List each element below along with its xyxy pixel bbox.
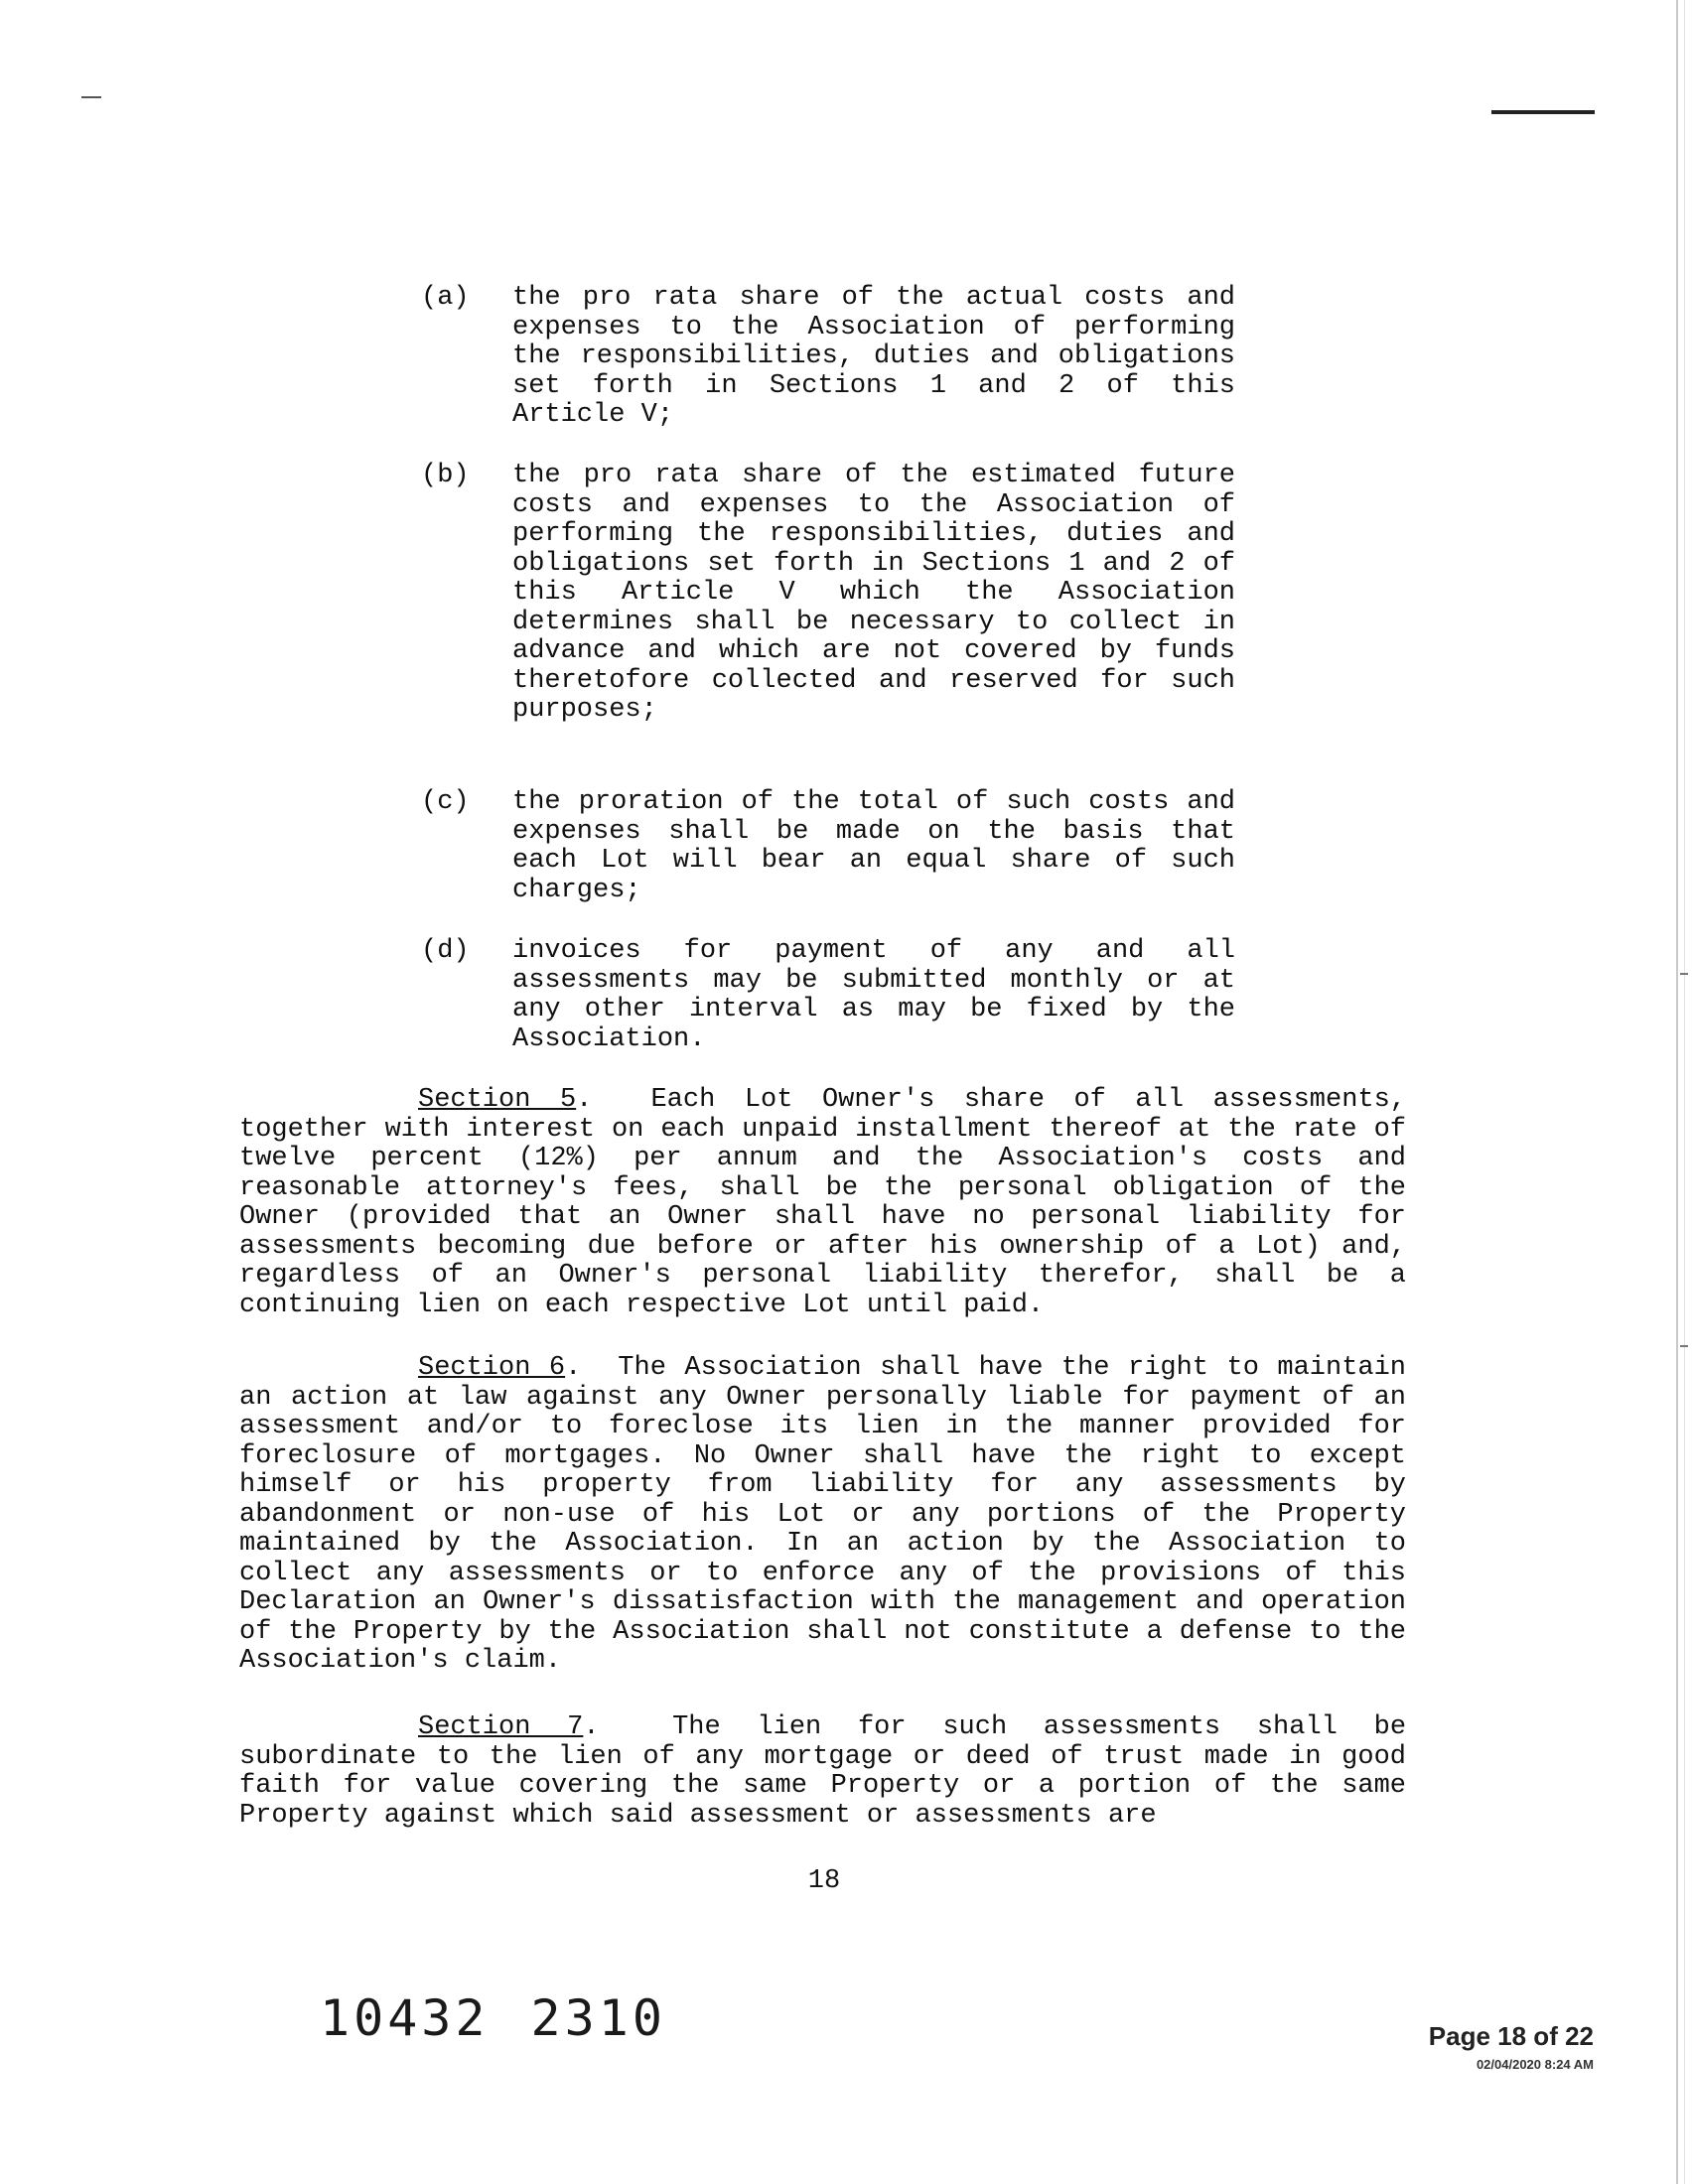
- list-item-text: the pro rata share of the actual costs and expenses to the Association of performing the responsibilities, duties and obligations set forth in Sections 1 and 2 of this Article V;: [512, 283, 1235, 430]
- list-item-label: (b): [421, 461, 470, 490]
- scan-edge-line: [1676, 0, 1678, 2184]
- section-5-paragraph: Section 5. Each Lot Owner's share of all assessments, together with interest on each unpaid installment thereof at the rate of twelve percent (12%) per annum and the Association's costs and reasonable attorney's fees, shall be the personal obligation of the Owner (provided that an Owner shall have no personal liability for assessments becoming due before or after his ownership of a Lot) and, regardless of an Owner's personal liability therefor, shall be a continuing lien on each respective Lot until paid.: [239, 1085, 1407, 1320]
- section-6-paragraph: Section 6. The Association shall have the right to maintain an action at law against any Owner personally liable for payment of an assessment and/or to foreclose its lien in the manner provided for foreclosure of mortgages. No Owner shall have the right to except himself or his property from liability for any assessments by abandonment or non-use of his Lot or any portions of the Property maintained by the Association. In an action by the Association to collect any assessments or to enforce any of the provisions of this Declaration an Owner's dissatisfaction with the management and operation of the Property by the Association shall not constitute a defense to the Association's claim.: [239, 1353, 1407, 1676]
- recording-stamp: [320, 1989, 666, 2047]
- page-number: 18: [807, 1866, 841, 1896]
- scan-mark: [1680, 973, 1688, 975]
- section-7-paragraph: Section 7. The lien for such assessments shall be subordinate to the lien of any mortgage or deed of trust made in good faith for value covering the same Property or a portion of the same Property against which said assessment or assessments are: [239, 1712, 1407, 1831]
- section-text: The Association shall have the right to maintain an action at law against any Owner personally liable for payment of an assessment and/or to foreclose its lien in the manner provided for foreclosure of mortgages. No Owner shall have the right to except himself or his property from liability for any assessments by abandonment or non-use of his Lot or any portions of the Property maintained by the Association. In an action by the Association to collect any assessments or to enforce any of the provisions of this Declaration an Owner's dissatisfaction with the management and operation of the Property by the Association shall not constitute a defense to the Association's claim.: [239, 1353, 1407, 1676]
- timestamp: 02/04/2020 8:24 AM: [1476, 2057, 1594, 2072]
- list-item-text: the proration of the total of such costs and expenses shall be made on the basis that each Lot will bear an equal share of such charges;: [512, 787, 1235, 905]
- list-item-label: (a): [421, 283, 470, 313]
- section-title: Section 7: [418, 1712, 584, 1742]
- section-text: Each Lot Owner's share of all assessments, together with interest on each unpaid installment thereof at the rate of twelve percent (12%) per annum and the Association's costs and reasonable attorney's fees, shall be the personal obligation of the Owner (provided that an Owner shall have no personal liability for assessments becoming due before or after his ownership of a Lot) and, regardless of an Owner's personal liability therefor, shall be a continuing lien on each respective Lot until paid.: [239, 1085, 1407, 1320]
- scan-mark: [81, 96, 101, 98]
- section-title: Section 5: [418, 1085, 577, 1115]
- list-item-label: (c): [421, 787, 470, 817]
- stamp-book: 10432: [320, 1989, 490, 2047]
- page-counter: Page 18 of 22: [1428, 2021, 1594, 2051]
- scan-edge-line: [1684, 0, 1685, 2184]
- scan-mark: [1680, 1345, 1688, 1347]
- list-item-label: (d): [421, 936, 470, 966]
- list-item-text: invoices for payment of any and all assessments may be submitted monthly or at any other interval as may be fixed by the Association.: [512, 936, 1235, 1054]
- stamp-page: 2310: [530, 1989, 666, 2047]
- section-title: Section 6: [418, 1353, 566, 1383]
- scan-mark: [1491, 110, 1595, 114]
- list-item-text: the pro rata share of the estimated future costs and expenses to the Association of performing the responsibilities, duties and obligations set forth in Sections 1 and 2 of this Article V which the Association determines shall be necessary to collect in advance and which are not covered by funds theretofore collected and reserved for such purposes;: [512, 461, 1235, 725]
- section-text: The lien for such assessments shall be subordinate to the lien of any mortgage or deed of trust made in good faith for value covering the same Property or a portion of the same Property against which said assessment or assessments are: [239, 1712, 1407, 1831]
